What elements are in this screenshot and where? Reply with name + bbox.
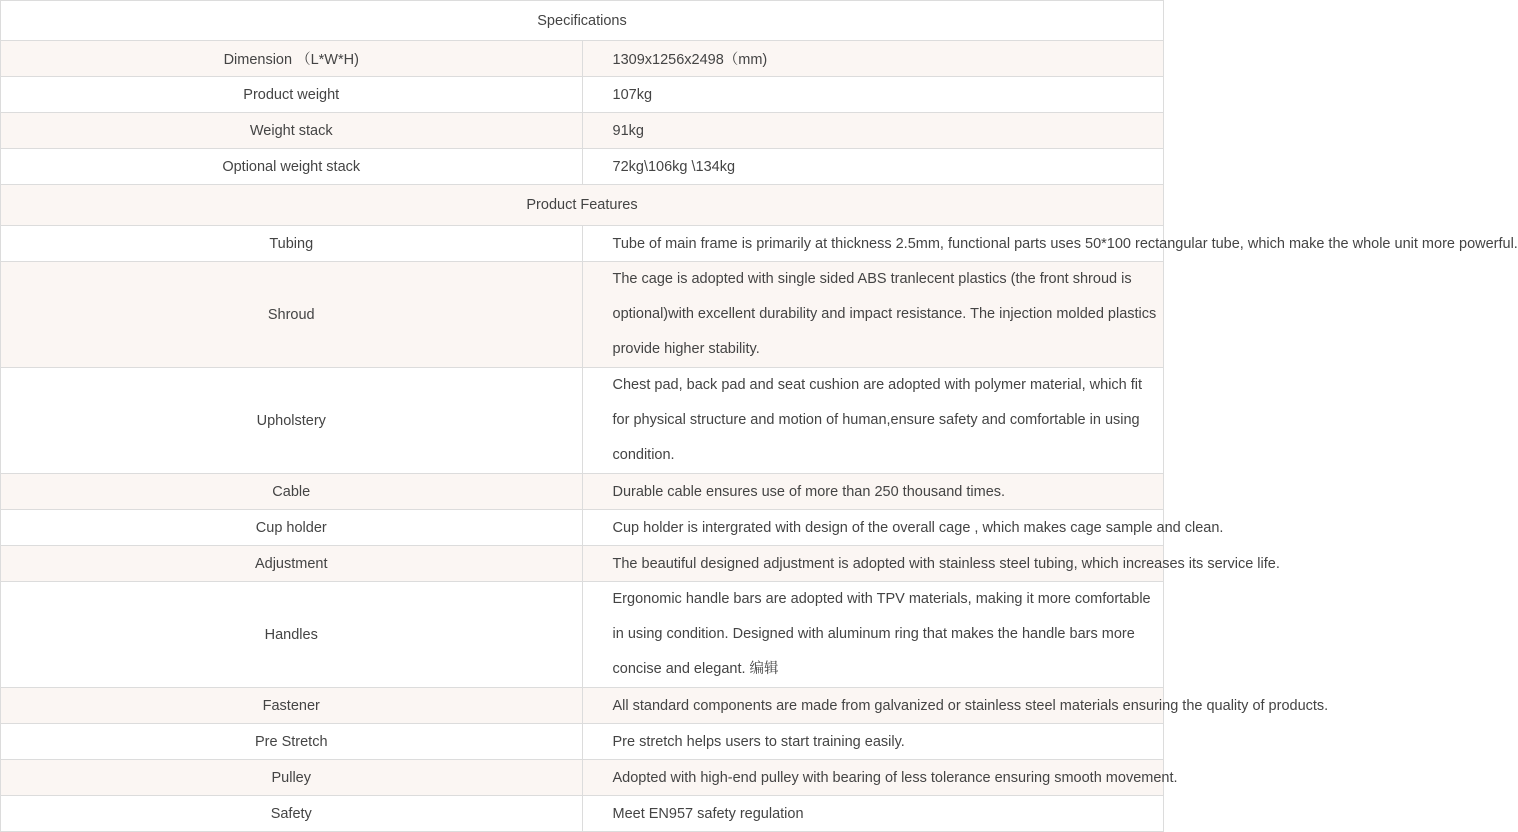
row-label: Pulley <box>1 760 583 796</box>
row-value: Meet EN957 safety regulation <box>582 796 1164 832</box>
row-value: 91kg <box>582 113 1164 149</box>
features-heading: Product Features <box>1 185 1164 226</box>
table-row <box>1 41 1164 77</box>
row-label: Handles <box>1 582 583 688</box>
features-header-row <box>1 185 1164 226</box>
row-value: Tube of main frame is primarily at thickness 2.5mm, functional parts uses 50*100 rectangular tube, which make the whole unit more powerful. <box>582 226 1164 262</box>
row-value <box>582 582 1164 688</box>
row-value: Chest pad, back pad and seat cushion are adopted with polymer material, which fit for physical structure and motion of human,ensure safety and comfortable in using condition. <box>582 368 1164 474</box>
table-row <box>1 688 1164 724</box>
edit-link[interactable]: 编辑 <box>749 661 779 677</box>
row-value: The beautiful designed adjustment is adopted with stainless steel tubing, which increases its service life. <box>582 546 1164 582</box>
row-label: Fastener <box>1 688 583 724</box>
row-value: All standard components are made from galvanized or stainless steel materials ensuring the quality of products. <box>582 688 1164 724</box>
row-label: Weight stack <box>1 113 583 149</box>
row-label: Safety <box>1 796 583 832</box>
table-row <box>1 262 1164 368</box>
row-value: Adopted with high-end pulley with bearing of less tolerance ensuring smooth movement. <box>582 760 1164 796</box>
row-label: Tubing <box>1 226 583 262</box>
table-row <box>1 368 1164 474</box>
table-row <box>1 149 1164 185</box>
specifications-heading: Specifications <box>1 1 1164 41</box>
row-value: Pre stretch helps users to start training easily. <box>582 724 1164 760</box>
row-value: 72kg\106kg \134kg <box>582 149 1164 185</box>
table-row <box>1 796 1164 832</box>
row-label: Upholstery <box>1 368 583 474</box>
row-label: Optional weight stack <box>1 149 583 185</box>
row-label: Cable <box>1 474 583 510</box>
table-row <box>1 724 1164 760</box>
table-row <box>1 546 1164 582</box>
row-value: Cup holder is intergrated with design of the overall cage , which makes cage sample and clean. <box>582 510 1164 546</box>
table-row <box>1 760 1164 796</box>
row-label: Dimension （L*W*H) <box>1 41 583 77</box>
row-label: Cup holder <box>1 510 583 546</box>
row-label: Adjustment <box>1 546 583 582</box>
row-value: 1309x1256x2498（mm) <box>582 41 1164 77</box>
table-row <box>1 510 1164 546</box>
table-row <box>1 77 1164 113</box>
table-row <box>1 226 1164 262</box>
row-value: The cage is adopted with single sided ABS tranlecent plastics (the front shroud is optional)with excellent durability and impact resistance. The injection molded plastics provide higher stability. <box>582 262 1164 368</box>
table-row <box>1 474 1164 510</box>
row-label: Product weight <box>1 77 583 113</box>
row-value: Durable cable ensures use of more than 250 thousand times. <box>582 474 1164 510</box>
table-row <box>1 582 1164 688</box>
row-value-text: Ergonomic handle bars are adopted with TPV materials, making it more comfortable in using condition. Designed with aluminum ring that makes the handle bars more concise and elegant. <box>612 591 1151 677</box>
row-value: 107kg <box>582 77 1164 113</box>
row-label: Shroud <box>1 262 583 368</box>
row-label: Pre Stretch <box>1 724 583 760</box>
specifications-header-row <box>1 1 1164 41</box>
table-row <box>1 113 1164 149</box>
